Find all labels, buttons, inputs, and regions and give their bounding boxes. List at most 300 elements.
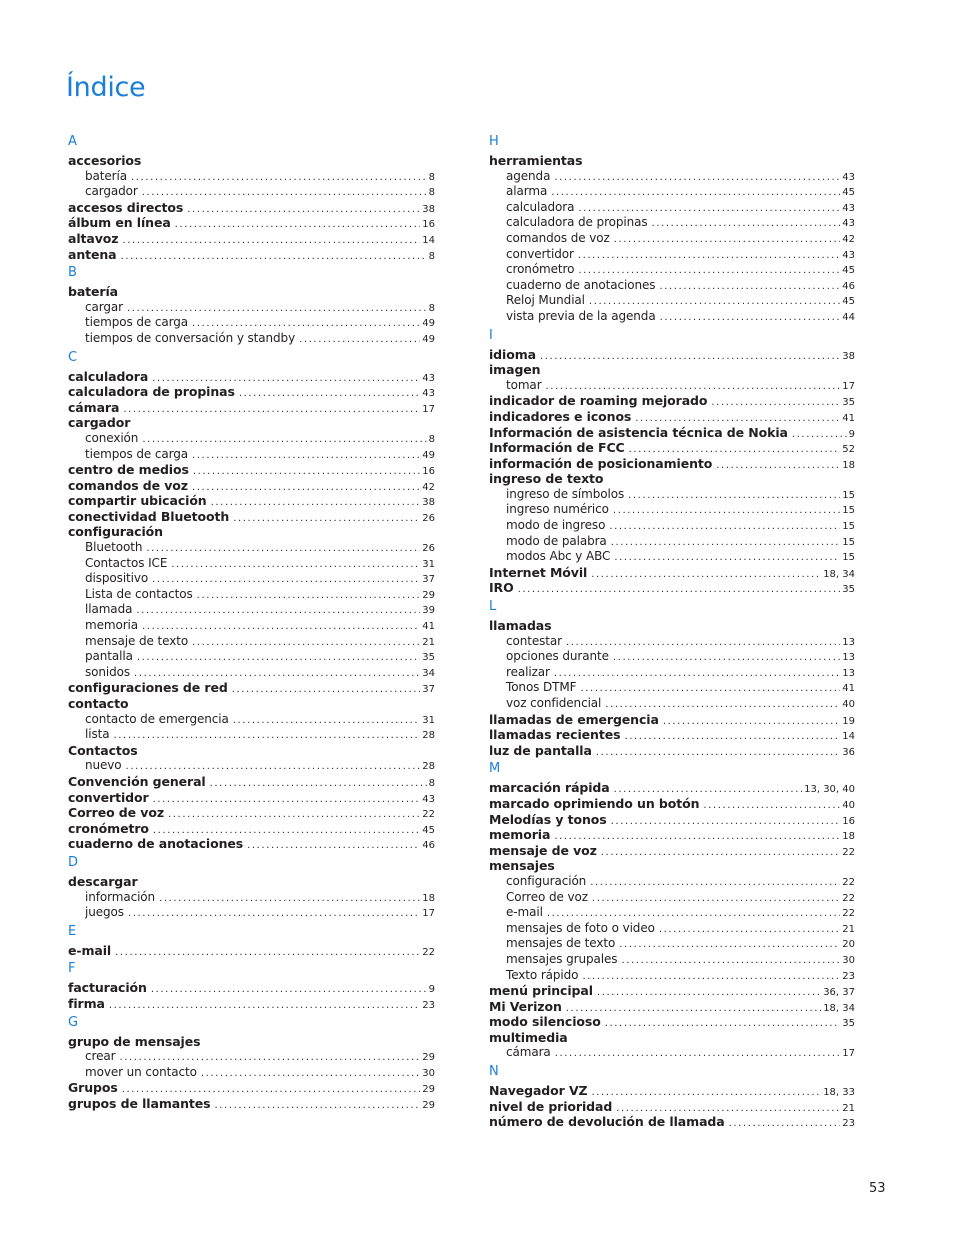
index-subentry xyxy=(68,315,435,331)
index-term: Contactos ICE xyxy=(85,555,168,570)
index-heading: Contactos xyxy=(68,742,138,758)
index-subentry xyxy=(68,602,435,618)
index-subentry xyxy=(68,1065,435,1081)
page-reference: 8 xyxy=(428,187,435,199)
index-entry xyxy=(68,805,435,821)
index-term: realizar xyxy=(506,664,550,679)
page-title: Índice xyxy=(66,72,146,103)
page-reference: 22 xyxy=(422,809,435,821)
index-heading: descargar xyxy=(68,873,138,889)
index-subentry xyxy=(489,905,855,921)
index-heading: mensajes xyxy=(489,858,555,874)
page-reference: 43 xyxy=(422,372,435,384)
index-subentry xyxy=(68,727,435,743)
index-subentry xyxy=(68,905,435,921)
leader-dots xyxy=(597,985,821,1001)
leader-dots xyxy=(551,185,840,201)
index-term: Lista de contactos xyxy=(85,586,193,601)
page-reference: 42 xyxy=(422,481,435,493)
index-subentry xyxy=(68,184,435,200)
index-term: juegos xyxy=(85,905,124,920)
page-reference: 16 xyxy=(842,815,855,827)
index-term: vista previa de la agenda xyxy=(506,308,656,323)
index-term: Navegador VZ xyxy=(489,1083,588,1099)
page-reference: 14 xyxy=(842,731,855,743)
index-term: memoria xyxy=(489,827,551,843)
leader-dots xyxy=(591,567,821,583)
index-entry xyxy=(68,200,435,216)
index-entry xyxy=(489,712,855,728)
index-section xyxy=(68,855,435,921)
page-reference: 29 xyxy=(422,1052,435,1064)
index-term: llamadas recientes xyxy=(489,727,621,743)
page-reference: 8 xyxy=(428,171,435,183)
index-entry xyxy=(68,509,435,525)
index-term: cuaderno de anotaciones xyxy=(506,277,656,292)
page-reference: 52 xyxy=(842,444,855,456)
leader-dots xyxy=(113,728,420,744)
index-subentry xyxy=(489,200,855,216)
page-reference: 49 xyxy=(422,318,435,330)
section-letter: L xyxy=(489,599,497,615)
page-reference: 43 xyxy=(842,171,855,183)
page-reference: 14 xyxy=(422,234,435,246)
index-term: Reloj Mundial xyxy=(506,293,585,308)
section-letter: F xyxy=(68,961,76,977)
index-subentry xyxy=(489,309,855,325)
leader-dots xyxy=(299,332,420,348)
index-term: tiempos de carga xyxy=(85,446,188,461)
leader-dots xyxy=(659,922,840,938)
index-subentry xyxy=(68,634,435,650)
index-entry xyxy=(489,580,855,596)
index-term: batería xyxy=(85,168,127,183)
index-term: calculadora xyxy=(506,199,575,214)
index-term: llamadas de emergencia xyxy=(489,711,659,727)
page-reference: 36 xyxy=(842,746,855,758)
page-reference: 22 xyxy=(422,946,435,958)
index-subentry xyxy=(489,378,855,394)
page-reference: 29 xyxy=(422,589,435,601)
index-term: indicador de roaming mejorado xyxy=(489,393,708,409)
index-term: información de posicionamiento xyxy=(489,455,713,471)
page-reference: 46 xyxy=(842,280,855,292)
page-reference: 36, 37 xyxy=(823,987,855,999)
section-letter: G xyxy=(68,1014,79,1030)
page-reference: 41 xyxy=(842,412,855,424)
leader-dots xyxy=(624,729,840,745)
page-reference: 35 xyxy=(422,652,435,664)
index-term: mensajes grupales xyxy=(506,951,618,966)
leader-dots xyxy=(716,458,840,474)
index-subentry xyxy=(489,890,855,906)
page-reference: 43 xyxy=(842,202,855,214)
index-subentry xyxy=(489,247,855,263)
index-term: mensajes de foto o video xyxy=(506,920,655,935)
page-reference: 15 xyxy=(842,536,855,548)
index-section xyxy=(68,924,435,959)
leader-dots xyxy=(601,845,840,861)
section-letter: H xyxy=(489,134,499,149)
page-reference: 23 xyxy=(422,999,435,1011)
leader-dots xyxy=(137,650,420,666)
leader-dots xyxy=(660,310,841,326)
index-term: Tonos DTMF xyxy=(506,680,577,695)
index-term: configuraciones de red xyxy=(68,680,228,696)
index-term: indicadores e iconos xyxy=(489,408,632,424)
index-heading: imagen xyxy=(489,362,541,378)
index-subentry xyxy=(489,184,855,200)
index-subentry xyxy=(489,921,855,937)
index-subentry xyxy=(489,936,855,952)
page-reference: 43 xyxy=(422,388,435,400)
index-entry xyxy=(68,774,435,790)
page-reference: 39 xyxy=(422,605,435,617)
index-term: altavoz xyxy=(68,230,119,246)
index-entry xyxy=(68,980,435,996)
index-term: comandos de voz xyxy=(68,477,188,493)
leader-dots xyxy=(142,432,426,448)
index-term: cámara xyxy=(506,1045,551,1060)
leader-dots xyxy=(578,248,840,264)
leader-dots xyxy=(614,232,841,248)
index-section xyxy=(68,350,435,852)
index-subentry xyxy=(489,215,855,231)
page-reference: 15 xyxy=(842,489,855,501)
page-reference: 41 xyxy=(422,621,435,633)
leader-dots xyxy=(115,945,420,961)
index-term: sonidos xyxy=(85,664,131,679)
index-entry xyxy=(68,790,435,806)
page-reference: 34 xyxy=(422,667,435,679)
index-subentry xyxy=(489,665,855,681)
index-heading: accesorios xyxy=(68,153,142,168)
index-entry xyxy=(489,780,855,796)
index-term: Correo de voz xyxy=(506,889,588,904)
index-term: e-mail xyxy=(68,942,112,958)
leader-dots xyxy=(792,427,847,443)
index-subentry xyxy=(68,587,435,603)
section-letter: M xyxy=(489,761,501,777)
leader-dots xyxy=(580,681,840,697)
index-entry xyxy=(489,1114,855,1130)
leader-dots xyxy=(153,792,421,808)
section-letter: B xyxy=(68,265,77,281)
index-entry xyxy=(489,983,855,999)
index-section xyxy=(68,265,435,346)
index-entry xyxy=(68,400,435,416)
index-subentry xyxy=(489,534,855,550)
leader-dots xyxy=(592,891,840,907)
leader-dots xyxy=(590,875,840,891)
leader-dots xyxy=(152,572,420,588)
index-heading: grupo de mensajes xyxy=(68,1033,201,1049)
page-reference: 22 xyxy=(842,846,855,858)
index-subentry xyxy=(68,618,435,634)
index-heading: contacto xyxy=(68,696,129,711)
index-entry xyxy=(68,1080,435,1096)
index-section xyxy=(68,961,435,1011)
leader-dots xyxy=(546,379,841,395)
index-term: antena xyxy=(68,246,117,262)
index-term: marcación rápida xyxy=(489,780,610,796)
page-number: 53 xyxy=(869,1181,886,1196)
leader-dots xyxy=(142,619,420,635)
index-term: conexión xyxy=(85,430,139,445)
index-term: mensajes de texto xyxy=(506,936,616,951)
leader-dots xyxy=(233,713,421,729)
leader-dots xyxy=(540,349,840,365)
page-reference: 13 xyxy=(842,652,855,664)
page-reference: 31 xyxy=(422,558,435,570)
leader-dots xyxy=(131,170,427,186)
index-term: Internet Móvil xyxy=(489,564,588,580)
index-subentry xyxy=(68,649,435,665)
page-reference: 43 xyxy=(842,218,855,230)
index-heading: herramientas xyxy=(489,153,583,168)
index-entry xyxy=(489,409,855,425)
index-subentry xyxy=(68,540,435,556)
leader-dots xyxy=(554,829,840,845)
index-entry xyxy=(489,393,855,409)
leader-dots xyxy=(214,1098,420,1114)
index-section xyxy=(489,1064,855,1130)
page-reference: 9 xyxy=(848,428,855,440)
leader-dots xyxy=(128,906,420,922)
section-letter: C xyxy=(68,349,78,365)
page-reference: 46 xyxy=(422,840,435,852)
index-entry xyxy=(68,231,435,247)
index-entry xyxy=(68,996,435,1012)
index-term: Texto rápido xyxy=(506,967,579,982)
index-term: tiempos de carga xyxy=(85,315,188,330)
index-term: IRO xyxy=(489,580,514,596)
index-subentry xyxy=(68,1049,435,1065)
index-heading: configuración xyxy=(68,524,163,540)
page-reference: 13, 30, 40 xyxy=(804,784,855,796)
leader-dots xyxy=(566,635,840,651)
leader-dots xyxy=(192,480,420,496)
section-letter: A xyxy=(68,134,77,149)
index-term: alarma xyxy=(506,184,548,199)
page-reference: 13 xyxy=(842,667,855,679)
index-subentry xyxy=(489,293,855,309)
page-reference: 38 xyxy=(422,203,435,215)
leader-dots xyxy=(613,503,840,519)
page-reference: 22 xyxy=(842,876,855,888)
page-reference: 35 xyxy=(842,1018,855,1030)
page-reference: 44 xyxy=(842,311,855,323)
leader-dots xyxy=(613,650,840,666)
page-reference: 22 xyxy=(842,892,855,904)
page-reference: 21 xyxy=(422,636,435,648)
index-subentry xyxy=(489,487,855,503)
page-reference: 22 xyxy=(842,908,855,920)
leader-dots xyxy=(146,541,420,557)
leader-dots xyxy=(192,448,420,464)
index-subentry xyxy=(68,571,435,587)
index-subentry xyxy=(489,952,855,968)
index-term: Melodías y tonos xyxy=(489,811,607,827)
page-reference: 17 xyxy=(842,1048,855,1060)
leader-dots xyxy=(592,1085,822,1101)
page-reference: 18 xyxy=(842,459,855,471)
leader-dots xyxy=(729,1116,841,1132)
index-entry xyxy=(489,565,855,581)
index-term: dispositivo xyxy=(85,571,149,586)
index-term: convertidor xyxy=(68,789,149,805)
leader-dots xyxy=(151,982,427,998)
leader-dots xyxy=(547,906,840,922)
index-entry xyxy=(68,943,435,959)
index-entry xyxy=(489,999,855,1015)
index-subentry xyxy=(489,518,855,534)
index-term: e-mail xyxy=(506,905,543,920)
leader-dots xyxy=(711,395,840,411)
index-term: Grupos xyxy=(68,1080,118,1096)
index-term: opciones durante xyxy=(506,649,609,664)
leader-dots xyxy=(566,1001,821,1017)
leader-dots xyxy=(187,202,420,218)
index-term: luz de pantalla xyxy=(489,742,592,758)
leader-dots xyxy=(555,1046,841,1062)
page-reference: 16 xyxy=(422,466,435,478)
leader-dots xyxy=(197,588,421,604)
index-term: Información de FCC xyxy=(489,440,625,456)
index-entry xyxy=(489,440,855,456)
page-reference: 18 xyxy=(842,831,855,843)
page-reference: 35 xyxy=(842,584,855,596)
index-term: voz confidencial xyxy=(506,696,602,710)
index-heading: cargador xyxy=(68,415,131,431)
page-reference: 15 xyxy=(842,505,855,517)
page-reference: 9 xyxy=(428,984,435,996)
index-entry xyxy=(489,1099,855,1115)
leader-dots xyxy=(121,249,427,265)
index-entry xyxy=(489,1014,855,1030)
leader-dots xyxy=(171,557,420,573)
page-reference: 26 xyxy=(422,512,435,524)
index-subentry xyxy=(489,549,855,565)
index-subentry xyxy=(68,300,435,316)
index-term: tomar xyxy=(506,377,542,392)
leader-dots xyxy=(578,201,840,217)
leader-dots xyxy=(663,714,840,730)
index-entry xyxy=(489,812,855,828)
index-term: convertidor xyxy=(506,246,574,261)
index-entry xyxy=(489,796,855,812)
page-reference: 19 xyxy=(842,715,855,727)
index-subentry xyxy=(489,169,855,185)
leader-dots xyxy=(210,776,427,792)
index-term: agenda xyxy=(506,168,551,183)
index-subentry xyxy=(489,262,855,278)
page-reference: 8 xyxy=(428,250,435,262)
leader-dots xyxy=(119,1050,420,1066)
leader-dots xyxy=(609,519,840,535)
leader-dots xyxy=(703,798,840,814)
leader-dots xyxy=(578,263,840,279)
page-reference: 17 xyxy=(422,908,435,920)
index-term: nivel de prioridad xyxy=(489,1098,613,1114)
page-reference: 29 xyxy=(422,1099,435,1111)
leader-dots xyxy=(168,807,420,823)
index-term: calculadora de propinas xyxy=(68,384,235,400)
index-term: mover un contacto xyxy=(85,1064,197,1079)
leader-dots xyxy=(192,316,420,332)
page-reference: 42 xyxy=(842,233,855,245)
leader-dots xyxy=(211,495,421,511)
index-subentry xyxy=(489,634,855,650)
index-column-left xyxy=(68,131,435,1111)
index-entry xyxy=(489,456,855,472)
leader-dots xyxy=(201,1066,420,1082)
index-term: comandos de voz xyxy=(506,230,610,245)
index-heading: batería xyxy=(68,284,119,300)
index-entry xyxy=(68,821,435,837)
leader-dots xyxy=(122,233,420,249)
index-term: cronómetro xyxy=(506,262,575,277)
index-term: nuevo xyxy=(85,758,122,773)
page-reference: 49 xyxy=(422,449,435,461)
index-section xyxy=(489,328,855,597)
index-term: tiempos de conversación y standby xyxy=(85,330,296,345)
index-term: modos Abc y ABC xyxy=(506,549,611,564)
index-term: álbum en línea xyxy=(68,215,171,231)
page-reference: 18, 34 xyxy=(823,1002,855,1014)
index-term: pantalla xyxy=(85,649,133,664)
leader-dots xyxy=(554,170,840,186)
page-reference: 49 xyxy=(422,333,435,345)
page-reference: 23 xyxy=(842,970,855,982)
index-entry xyxy=(489,727,855,743)
index-term: contestar xyxy=(506,633,562,648)
page-reference: 45 xyxy=(842,265,855,277)
index-term: configuración xyxy=(506,873,587,888)
page-reference: 40 xyxy=(842,699,855,710)
index-entry xyxy=(489,347,855,363)
index-section xyxy=(489,599,855,758)
leader-dots xyxy=(619,937,840,953)
page-reference: 15 xyxy=(842,552,855,564)
page-reference: 20 xyxy=(842,939,855,951)
section-letter: I xyxy=(489,327,493,343)
index-term: Bluetooth xyxy=(85,540,143,555)
leader-dots xyxy=(628,488,840,504)
leader-dots xyxy=(109,998,420,1014)
page-reference: 18 xyxy=(422,892,435,904)
leader-dots xyxy=(518,582,841,598)
section-letter: D xyxy=(68,854,79,870)
index-heading: llamadas xyxy=(489,618,552,634)
index-term: cargador xyxy=(85,184,138,199)
leader-dots xyxy=(126,759,421,775)
leader-dots xyxy=(652,216,841,232)
index-section xyxy=(68,134,435,262)
index-term: modo silencioso xyxy=(489,1014,601,1030)
page-reference: 41 xyxy=(842,683,855,695)
leader-dots xyxy=(127,301,427,317)
page-reference: 16 xyxy=(422,219,435,231)
index-heading: ingreso de texto xyxy=(489,471,604,487)
leader-dots xyxy=(233,511,420,527)
index-section xyxy=(489,761,855,1061)
index-section xyxy=(68,1015,435,1112)
leader-dots xyxy=(192,635,420,651)
index-term: modo de palabra xyxy=(506,533,607,548)
index-term: compartir ubicación xyxy=(68,493,207,509)
index-term: accesos directos xyxy=(68,199,184,215)
